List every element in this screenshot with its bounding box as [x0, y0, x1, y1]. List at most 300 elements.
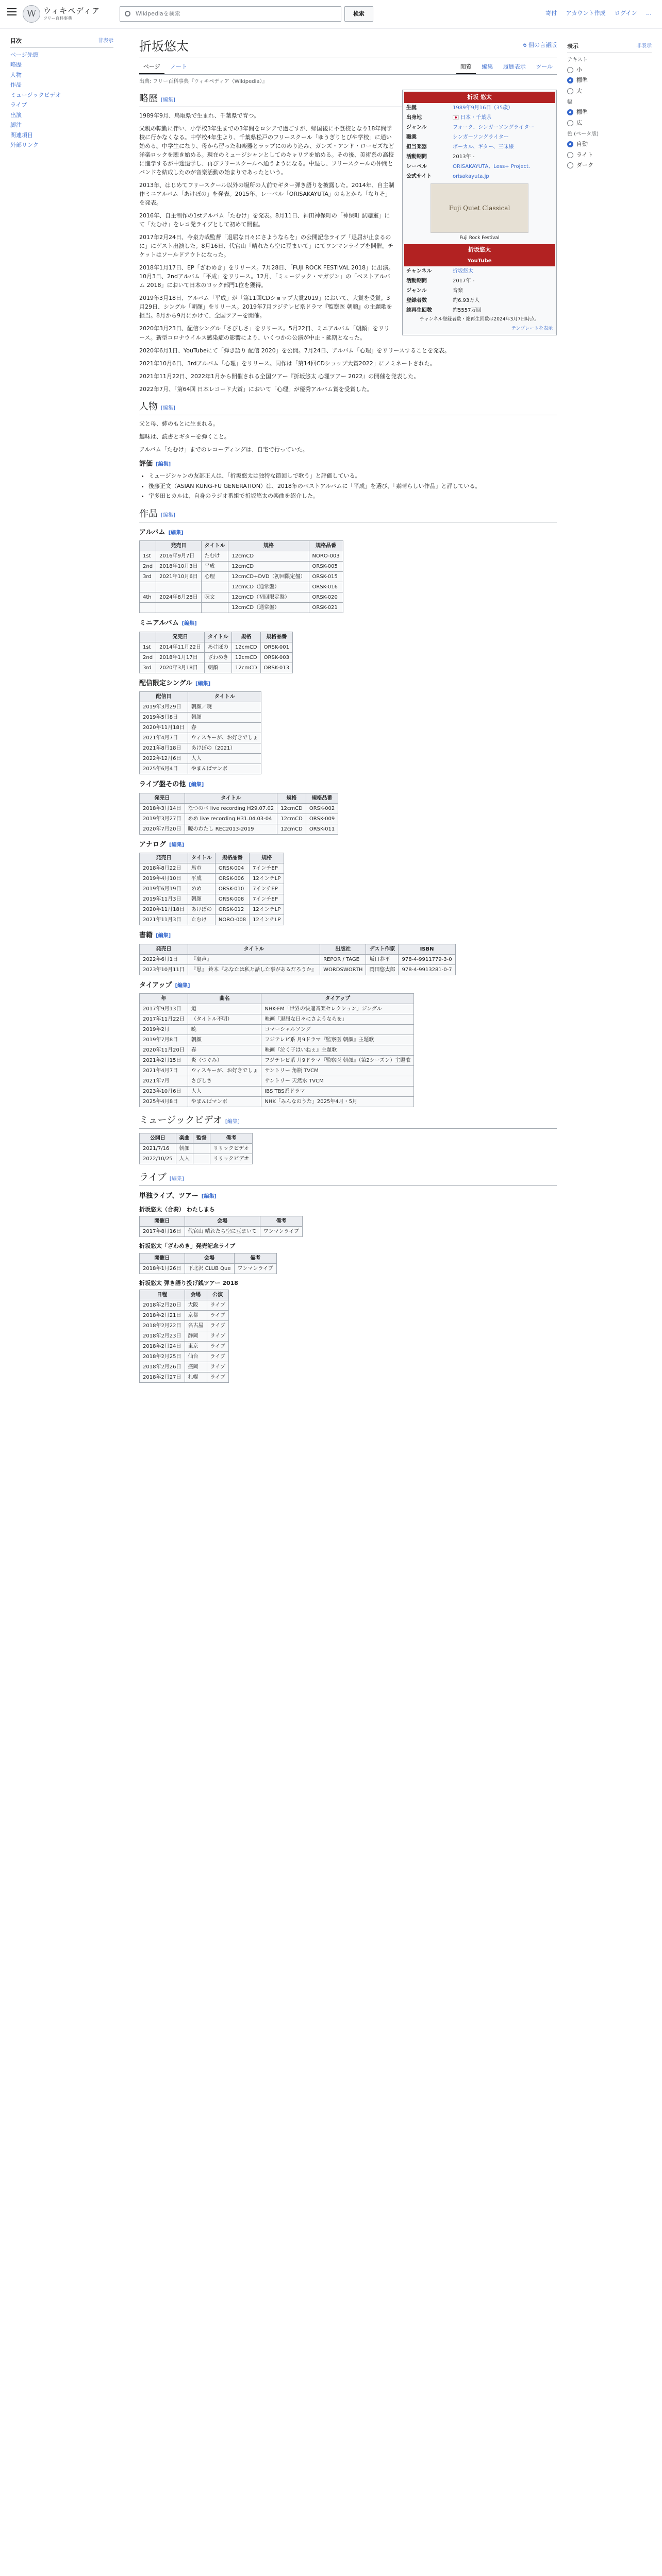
table-cell: 『思』 鈴木『あなたは私と話した事があるだろうか』 — [188, 964, 320, 975]
heading-text: ミニアルバム — [139, 619, 179, 628]
table-cell: 下北沢 CLUB Que — [185, 1263, 234, 1274]
person-paragraphs — [139, 419, 557, 454]
table-cell: 炎（つぐみ） — [188, 1056, 261, 1066]
table-row — [140, 743, 261, 754]
infobox-row — [404, 123, 555, 132]
table-row — [140, 1045, 414, 1056]
table-cell: 2020年11月20日 — [140, 1045, 188, 1056]
section-heading-reviews — [139, 459, 557, 469]
column-header: 会場 — [185, 1216, 260, 1227]
login-link[interactable]: ログイン — [615, 10, 637, 16]
table-cell: 馬市 — [188, 863, 215, 874]
infobox-row — [404, 162, 555, 172]
table-cell: 人人 — [188, 754, 261, 764]
infobox-value[interactable]: 1989年9月16日（35歳） — [453, 105, 514, 111]
heading-text: 単独ライブ、ツアー — [139, 1192, 198, 1200]
paragraph: 2020年3月23日、配信シングル「さびしさ」をリリース。5月22日、ミニアルバム「朝顔」をリリース。新型コロナウイルス感染症の影響により、いくつかの公演が中止・延期となった。 — [139, 325, 390, 341]
analog-table — [139, 853, 284, 925]
color-auto[interactable] — [567, 140, 652, 149]
table-cell: ライブ — [207, 1342, 228, 1352]
table-cell: 978-4-9913281-0-7 — [399, 964, 455, 975]
works-tables — [139, 528, 557, 1383]
infobox-value[interactable]: ORISAKAYUTA、Less+ Project. — [453, 164, 531, 170]
table-cell: 2018年2月23日 — [140, 1331, 185, 1342]
personal-tools — [538, 9, 652, 18]
infobox-key: ジャンル — [406, 125, 427, 130]
width-wide[interactable] — [567, 119, 652, 128]
section-heading-tieup — [139, 980, 557, 991]
table-row — [140, 1087, 414, 1097]
table-cell: ライブ — [207, 1300, 228, 1311]
create-account-link[interactable]: アカウント作成 — [566, 10, 606, 16]
radio-icon[interactable] — [567, 162, 573, 168]
table-row — [140, 562, 343, 572]
table-row — [140, 592, 343, 603]
source-note: 出典: フリー百科事典『ウィキペディア（Wikipedia）』 — [139, 78, 268, 84]
table-row — [140, 572, 343, 582]
infobox-value-text[interactable]: 日本・千葉県 — [460, 115, 491, 121]
column-header: 会場 — [185, 1253, 234, 1263]
main-menu-icon[interactable] — [7, 8, 16, 15]
radio-icon[interactable] — [567, 67, 573, 73]
edit-section-link[interactable]: [編集] — [156, 933, 171, 939]
table-cell: 12cmCD（通常盤） — [228, 603, 309, 613]
table-cell: 2016年9月7日 — [156, 551, 202, 562]
page-title-text: 折坂悠太 — [139, 39, 189, 54]
column-header: 会場 — [185, 1290, 207, 1300]
table-cell: 2021/7/16 — [140, 1144, 176, 1154]
tab-tools[interactable]: ツール — [536, 63, 553, 70]
table-cell: 朝顔／暁 — [188, 702, 261, 713]
option-label: 自動 — [576, 141, 588, 147]
table-cell: 朝顔 — [188, 1035, 261, 1045]
section-heading-mv — [139, 1113, 557, 1129]
table-cell: 2021年2月15日 — [140, 1056, 188, 1066]
language-button[interactable]: 6 個の言語版 — [523, 42, 557, 48]
edit-section-link[interactable]: [編集] — [168, 530, 184, 536]
table-cell: 12cmCD — [228, 562, 309, 572]
live-table-1 — [139, 1216, 303, 1237]
table-cell: 朝顔 — [188, 894, 215, 905]
table-cell: 12インチLP — [250, 915, 284, 925]
table-cell: 暁 — [188, 1025, 261, 1035]
table-cell: 呪文 — [201, 592, 228, 603]
paragraph: 2018年1月17日、EP「ざわめき」をリリース。7月28日、「FUJI ROCK FESTIVAL 2018」に出演。10月3日、2ndアルバム「平成」をリリース。12月、「ミュージック・マガジン」の「ベストアルバム 2018」において日本のロック部門1位を獲得。 — [139, 264, 394, 289]
edit-section-link[interactable]: [編集] — [169, 1176, 184, 1182]
table-cell: ORSK-012 — [215, 905, 249, 915]
table-cell: 978-4-9911779-3-0 — [399, 954, 455, 964]
reviews-list — [148, 472, 557, 501]
table-cell: コマーシャルソング — [261, 1025, 414, 1035]
table-cell: やまんばマンボ — [188, 1097, 261, 1107]
table-cell: NORO-003 — [309, 551, 343, 562]
table-cell: 暁のわたし REC2013-2019 — [185, 824, 277, 834]
table-header-row — [140, 1133, 253, 1144]
youtube-subtitle: YouTube — [404, 256, 555, 266]
column-header: 開催日 — [140, 1216, 185, 1227]
section-heading-live — [139, 1171, 557, 1186]
table-row — [140, 915, 284, 925]
youtube-title: 折坂悠太 — [404, 244, 555, 256]
table-row — [140, 1372, 229, 1383]
text-size-large[interactable] — [567, 87, 652, 96]
table-cell: ライブ — [207, 1362, 228, 1372]
table-cell: 『裏声』 — [188, 954, 320, 964]
tab-history[interactable]: 履歴表示 — [503, 63, 526, 70]
table-cell — [201, 582, 228, 592]
infobox-key: ジャンル — [406, 288, 427, 294]
table-cell: 人人 — [188, 1087, 261, 1097]
toc-item-person[interactable]: 人物 — [10, 71, 22, 78]
heading-text: ライブ — [139, 1172, 167, 1183]
radio-icon[interactable] — [567, 88, 573, 94]
table-cell — [193, 1144, 210, 1154]
option-label: 大 — [576, 87, 582, 94]
toc-item-external[interactable]: 外部リンク — [10, 142, 39, 148]
heading-text: 略歴 — [139, 93, 158, 104]
edit-section-link[interactable]: [編集] — [156, 461, 171, 467]
heading-text: ミュージックビデオ — [139, 1115, 222, 1126]
table-cell: 12cmCD — [277, 824, 306, 834]
table-row — [140, 1263, 277, 1274]
infobox-row — [404, 113, 555, 123]
infobox-image[interactable]: Fuji Quiet Classical — [431, 183, 528, 233]
table-cell: たむけ — [188, 915, 215, 925]
tab-article[interactable]: ページ — [139, 61, 164, 74]
table-cell: ORSK-005 — [309, 562, 343, 572]
table-cell: ライブ — [207, 1331, 228, 1342]
table-row — [140, 1066, 414, 1076]
heading-text: 評価 — [139, 460, 153, 468]
template-link[interactable]: テンプレートを表示 — [511, 326, 553, 331]
column-header: ISBN — [399, 944, 455, 954]
edit-section-link[interactable]: [編集] — [225, 1119, 240, 1125]
table-cell: 仙台 — [185, 1352, 207, 1362]
table-cell: さびしさ — [188, 1076, 261, 1087]
table-cell: 12インチLP — [250, 874, 284, 884]
live-table-2 — [139, 1253, 277, 1274]
tab-read[interactable]: 閲覧 — [456, 61, 476, 74]
infobox-value[interactable]: orisakayuta.jp — [453, 174, 489, 179]
edit-section-link[interactable]: [編集] — [161, 512, 175, 518]
toc-title: 目次 — [10, 38, 22, 44]
infobox-value[interactable]: 折坂悠太 — [453, 268, 473, 274]
page-title — [139, 37, 557, 58]
edit-section-link[interactable]: [編集] — [189, 782, 204, 788]
table-cell: 2019年5月8日 — [140, 713, 188, 723]
section-heading-live-albums — [139, 779, 557, 790]
edit-section-link[interactable]: [編集] — [195, 681, 211, 687]
color-label: 色 (ベータ版) — [567, 131, 599, 137]
table-cell: フジテレビ系 月9ドラマ『監察医 朝顔』（第2シーズン）主題歌 — [261, 1056, 414, 1066]
table-cell: 7インチEP — [250, 884, 284, 894]
table-cell: 2019年3月27日 — [140, 814, 185, 824]
table-cell: 代官山 晴れたら空に豆まいて — [185, 1227, 260, 1237]
table-cell: 2018年2月25日 — [140, 1352, 185, 1362]
toc-item-notes[interactable]: 脚注 — [10, 122, 22, 128]
column-header: タイトル — [188, 853, 215, 863]
heading-text: 配信限定シングル — [139, 679, 193, 687]
table-row — [140, 723, 261, 733]
tab-edit[interactable]: 編集 — [482, 63, 493, 70]
table-cell: あけぼの — [188, 905, 215, 915]
table-cell — [193, 1154, 210, 1164]
section-heading-person — [139, 400, 557, 415]
edit-section-link[interactable]: [編集] — [201, 1194, 217, 1200]
table-cell: ざわめき — [204, 652, 231, 663]
table-cell: 2020年7月20日 — [140, 824, 185, 834]
table-cell: 2022年6月1日 — [140, 954, 188, 964]
table-cell: 12cmCD（通常盤） — [228, 582, 309, 592]
table-cell: 2014年11月22日 — [156, 642, 205, 652]
edit-section-link[interactable]: [編集] — [175, 982, 190, 989]
toc-hide-button[interactable]: 非表示 — [98, 38, 113, 44]
column-header: 年 — [140, 994, 188, 1004]
paragraph: 趣味は、読書とギターを弾くこと。 — [139, 433, 230, 440]
table-cell: 2019年11月3日 — [140, 894, 188, 905]
column-header: タイトル — [201, 541, 228, 551]
infobox-key: 公式サイト — [406, 174, 432, 179]
table-cell: あけぼの（2021） — [188, 743, 261, 754]
infobox-row — [404, 296, 555, 306]
infobox-key: 登録者数 — [406, 298, 427, 303]
edit-section-link[interactable]: [編集] — [161, 97, 175, 103]
table-cell: 2020年11月18日 — [140, 905, 188, 915]
infobox-key: 活動期間 — [406, 154, 427, 160]
table-cell: 2019年3月29日 — [140, 702, 188, 713]
table-cell: 2025年6月4日 — [140, 764, 188, 774]
table-cell: NORO-008 — [215, 915, 249, 925]
paragraph: 父親の転勤に伴い、小学校3年生までの3年間をロシアで過ごすが、帰国後に不登校となり18年間学校に行かなくなる。中学校4年生より、千葉県松戸のフリースクール「ゆうぎりとびや学校」に通い始める。中学生になり、母から習った和楽器とラップにのめり込み、ガンズ・アンド・ローゼズなど洋楽ロックを聴き始める。現在のミュージシャンとしてのキャリアを始める。その後、美術系の高校に進学するが中途退学し、再びフリースクールへ通うようになる。中退し、フリースクールの仲間とバンドを結成したのが音楽活動の始まりであったという。 — [139, 125, 394, 176]
column-header: 規格 — [277, 793, 306, 803]
live-albums-table — [139, 793, 338, 835]
section-heading-books — [139, 930, 557, 941]
table-row — [140, 1025, 414, 1035]
column-header: デスト作家 — [366, 944, 399, 954]
column-header — [140, 541, 156, 551]
table-row — [140, 1300, 229, 1311]
table-cell: 道 — [188, 1004, 261, 1014]
table-cell: 2019年2月 — [140, 1025, 188, 1035]
infobox-row — [404, 103, 555, 113]
table-cell: 2nd — [140, 562, 156, 572]
infobox-key: 総再生回数 — [406, 308, 432, 313]
search-button[interactable]: 検索 — [344, 6, 373, 22]
appearance-hide-button[interactable]: 非表示 — [636, 43, 652, 49]
table-header-row — [140, 944, 456, 954]
option-label: 広 — [576, 119, 582, 126]
radio-selected-icon[interactable] — [567, 141, 573, 147]
edit-section-link[interactable]: [編集] — [181, 621, 197, 627]
toc-item-related[interactable]: 関連項目 — [10, 131, 33, 139]
toc-item-works[interactable]: 作品 — [10, 81, 22, 88]
table-cell: あけぼの — [204, 642, 231, 652]
paragraph: 2022年7月、「第64回 日本レコード大賞」において「心理」が優秀アルバム賞を受賞した。 — [139, 385, 373, 393]
table-cell: 2018年10月3日 — [156, 562, 202, 572]
table-cell: 2020年11月18日 — [140, 723, 188, 733]
column-header — [140, 632, 156, 642]
table-cell: ORSK-020 — [309, 592, 343, 603]
edit-section-link[interactable]: [編集] — [169, 842, 185, 848]
more-tools-icon[interactable]: … — [646, 10, 652, 16]
table-cell: 2021年8月18日 — [140, 743, 188, 754]
heading-text: ライブ盤その他 — [139, 781, 186, 789]
heading-text: 人物 — [139, 401, 158, 412]
table-row — [140, 1154, 253, 1164]
table-cell: 2022/10/25 — [140, 1154, 176, 1164]
subsection-solo-live — [139, 1191, 557, 1201]
radio-icon[interactable] — [567, 120, 573, 126]
table-cell: リリックビデオ — [210, 1144, 252, 1154]
column-header: 公演 — [207, 1290, 228, 1300]
donate-link[interactable]: 寄付 — [545, 10, 557, 16]
table-cell: 2017年11月22日 — [140, 1014, 188, 1025]
table-cell: フジテレビ系 月9ドラマ『監察医 朝顔』主題歌 — [261, 1035, 414, 1045]
table-row — [140, 964, 456, 975]
infobox-row — [404, 266, 555, 276]
table-cell: （タイトル不明） — [188, 1014, 261, 1025]
column-header: 規格品番 — [215, 853, 249, 863]
table-cell: ORSK-008 — [215, 894, 249, 905]
table-cell: 春 — [188, 1045, 261, 1056]
column-header: 規格品番 — [306, 793, 338, 803]
table-cell: 朝顔 — [176, 1144, 193, 1154]
wikipedia-logo[interactable]: W — [23, 5, 40, 23]
infobox-key: レーベル — [406, 164, 427, 170]
table-cell: 朝顔 — [188, 713, 261, 723]
text-size-standard[interactable] — [567, 76, 652, 85]
width-standard[interactable] — [567, 108, 652, 117]
table-cell: 7インチEP — [250, 863, 284, 874]
table-cell: ORSK-003 — [260, 652, 292, 663]
infobox-row — [404, 276, 555, 286]
table-cell: 2018年2月27日 — [140, 1372, 185, 1383]
table-cell: ORSK-021 — [309, 603, 343, 613]
infobox-value: 2013年 - — [453, 154, 475, 160]
column-header: 日程 — [140, 1290, 185, 1300]
table-cell: 2019年4月10日 — [140, 874, 188, 884]
table-cell — [140, 603, 156, 613]
section-heading-albums — [139, 528, 557, 538]
radio-selected-icon[interactable] — [567, 77, 573, 83]
infobox-value[interactable]: フォーク、シンガーソングライター — [453, 125, 534, 130]
option-label: 小 — [576, 66, 582, 73]
text-size-label: テキスト — [567, 57, 588, 63]
table-header-row — [140, 994, 414, 1004]
page-tabs — [139, 61, 557, 75]
paragraph: 2019年3月18日、アルバム「平成」が「第11回CDショップ大賞2019」において、大賞を受賞。3月29日、シングル「朝顔」をリリース。2019年7月フジテレビ系ドラマ『監察医 朝顔』の主題歌を担当。8月から9月にかけて、全国ツアーを開催。 — [139, 295, 392, 319]
youtube-note: チャンネル登録者数・総再生回数は2024年3月7日時点。 — [420, 317, 539, 322]
table-cell: 東京 — [185, 1342, 207, 1352]
toc-item-live[interactable]: ライブ — [10, 101, 27, 108]
text-size-small[interactable] — [567, 66, 652, 75]
infobox-key: チャンネル — [406, 268, 432, 274]
table-row — [140, 764, 261, 774]
table-cell: めめ live recording H31.04.03-04 — [185, 814, 277, 824]
table-cell: 盛岡 — [185, 1362, 207, 1372]
table-header-row — [140, 632, 293, 642]
column-header: 発売日 — [140, 853, 188, 863]
color-dark[interactable] — [567, 161, 652, 170]
table-cell: 2018年2月21日 — [140, 1311, 185, 1321]
infobox-value[interactable]: シンガーソングライター — [453, 134, 509, 140]
table-cell: 坂口恭平 — [366, 954, 399, 964]
albums-table — [139, 540, 343, 613]
toc-item-top[interactable]: ページ先頭 — [10, 51, 39, 58]
wikipedia-wordmark[interactable] — [43, 6, 100, 22]
infobox-image-caption: Fuji Rock Festival — [459, 235, 500, 241]
toc-item-appearances[interactable]: 出演 — [10, 111, 22, 118]
color-light[interactable] — [567, 151, 652, 160]
table-cell: 2nd — [140, 652, 156, 663]
radio-selected-icon[interactable] — [567, 109, 573, 115]
column-header: 規格 — [228, 541, 309, 551]
table-cell: 2021年7月 — [140, 1076, 188, 1087]
column-header: 発売日 — [140, 944, 188, 954]
infobox-value[interactable]: ボーカル、ギター、三味線 — [453, 144, 514, 150]
paragraph: 父と母、姉のもとに生まれる。 — [139, 420, 219, 427]
tab-talk[interactable]: ノート — [170, 63, 187, 70]
table-row — [140, 642, 293, 652]
infobox-value — [453, 114, 553, 122]
table-row — [140, 1076, 414, 1087]
infobox-value: 2017年 - — [453, 278, 475, 284]
table-cell: 春 — [188, 723, 261, 733]
column-header: 発売日 — [156, 541, 202, 551]
table-cell: ORSK-002 — [306, 803, 338, 814]
table-cell: リリックビデオ — [210, 1154, 252, 1164]
toc-item-history[interactable]: 略歴 — [10, 61, 22, 68]
section-heading-mini-albums — [139, 618, 557, 629]
edit-section-link[interactable]: [編集] — [161, 405, 175, 411]
infobox-row — [404, 306, 555, 315]
column-header: 規格品番 — [260, 632, 292, 642]
table-cell: 2018年3月14日 — [140, 803, 185, 814]
infobox-row — [404, 172, 555, 181]
toc-item-mv[interactable]: ミュージックビデオ — [10, 91, 61, 98]
table-cell: サントリー 天然水 TVCM — [261, 1076, 414, 1087]
table-cell: 2017年8月16日 — [140, 1227, 185, 1237]
table-cell: 1st — [140, 642, 156, 652]
table-cell: 2020年3月18日 — [156, 663, 205, 673]
radio-icon[interactable] — [567, 152, 573, 158]
option-label: 標準 — [576, 109, 588, 115]
table-cell: ORSK-016 — [309, 582, 343, 592]
table-cell: 大阪 — [185, 1300, 207, 1311]
wordmark-tagline: フリー百科事典 — [43, 16, 72, 21]
table-cell — [156, 603, 202, 613]
table-cell: 12インチLP — [250, 905, 284, 915]
table-cell: 岡田悠太郎 — [366, 964, 399, 975]
search-input[interactable] — [120, 6, 341, 22]
table-cell: ライブ — [207, 1321, 228, 1331]
table-row — [140, 582, 343, 592]
column-header: 規格 — [231, 632, 260, 642]
wordmark-title: ウィキペディア — [43, 6, 100, 15]
table-row — [140, 884, 284, 894]
table-row — [140, 1004, 414, 1014]
digital-singles-table — [139, 691, 261, 774]
infobox-key: 出身地 — [406, 115, 422, 121]
table-cell: 2017年9月13日 — [140, 1004, 188, 1014]
column-header: タイトル — [204, 632, 231, 642]
table-cell — [140, 582, 156, 592]
table-cell: 朝顔 — [204, 663, 231, 673]
table-cell: NHK-FM「世界の快適音楽セレクション」ジングル — [261, 1004, 414, 1014]
infobox-row — [404, 132, 555, 142]
table-cell: 映画「退屈な日々にさようならを」 — [261, 1014, 414, 1025]
table-row — [140, 1311, 229, 1321]
